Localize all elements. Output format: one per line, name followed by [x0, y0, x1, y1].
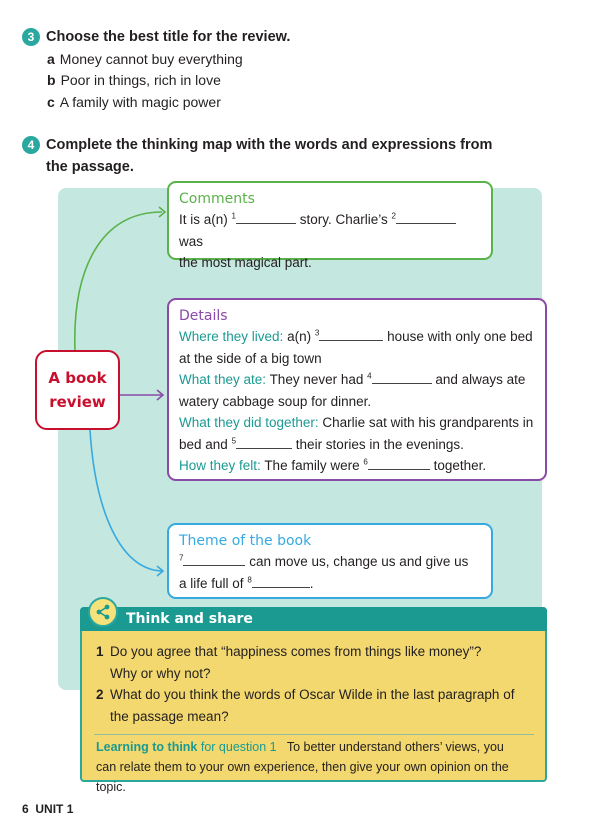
tip-divider	[94, 734, 534, 735]
question-number-badge: 3	[22, 28, 40, 46]
blank-3[interactable]	[319, 327, 383, 341]
connector-theme	[90, 430, 162, 571]
unit-label: UNIT 1	[35, 802, 74, 816]
details-ate-line: What they ate: They never had $^4$ and always ate	[179, 371, 526, 387]
blank-8[interactable]	[252, 574, 310, 588]
learning-tip: Learning to think for question 1 To better understand others’ views, you can relate them to your own experience, then give your own opinion on the topic.	[96, 740, 509, 794]
details-ate-line-2: watery cabbage soup for dinner.	[179, 393, 372, 409]
think-and-share-panel	[80, 607, 547, 794]
comments-box	[167, 181, 493, 270]
question-4-text: Complete the thinking map with the words and expressions from the passage.	[46, 137, 493, 175]
comments-title: Comments	[179, 191, 255, 207]
page-number: 6	[22, 802, 29, 816]
details-where-line-2: at the side of a big town	[179, 350, 322, 366]
comments-line-2: the most magical part.	[179, 255, 312, 270]
page-footer	[22, 802, 73, 816]
details-title: Details	[179, 308, 228, 324]
blank-2[interactable]	[396, 210, 456, 224]
question-number-badge: 4	[22, 136, 40, 154]
theme-line-2: a life full of $^8$ .	[179, 575, 314, 591]
blank-5[interactable]	[236, 435, 292, 449]
theme-box	[167, 523, 493, 599]
center-node-book-review: A book review	[35, 350, 120, 430]
connector-comments	[75, 212, 162, 352]
details-box	[167, 298, 547, 481]
option-c: c A family with magic power	[47, 94, 221, 110]
blank-1[interactable]	[236, 210, 296, 224]
blank-6[interactable]	[368, 456, 430, 470]
share-icon	[88, 597, 118, 627]
blank-4[interactable]	[372, 370, 432, 384]
option-a: a Money cannot buy everything	[47, 51, 243, 67]
question-3-text: Choose the best title for the review.	[46, 29, 291, 45]
theme-title: Theme of the book	[179, 533, 312, 549]
details-felt-line: How they felt: The family were $^6$ together.	[179, 457, 487, 473]
details-where-line: Where they lived: a(n) $^3$ house with only one bed	[179, 328, 533, 344]
think-item-2: 2 What do you think the words of Oscar Wilde in the last paragraph of the passage mean?	[96, 687, 515, 724]
details-did-line-2: bed and $^5$ their stories in the evenings.	[179, 436, 464, 452]
comments-line-1: It is a(n) $^1$ story. Charlie’s $^2$ was	[179, 209, 481, 252]
theme-line-1: $^7$ can move us, change us and give us	[179, 553, 469, 569]
think-and-share-title: Think and share	[80, 607, 547, 631]
option-b: b Poor in things, rich in love	[47, 72, 221, 88]
think-item-1: 1 Do you agree that “happiness comes from things like money”? Why or why not?	[96, 644, 482, 681]
blank-7[interactable]	[183, 552, 245, 566]
details-did-line: What they did together: Charlie sat with his grandparents in	[179, 415, 534, 430]
